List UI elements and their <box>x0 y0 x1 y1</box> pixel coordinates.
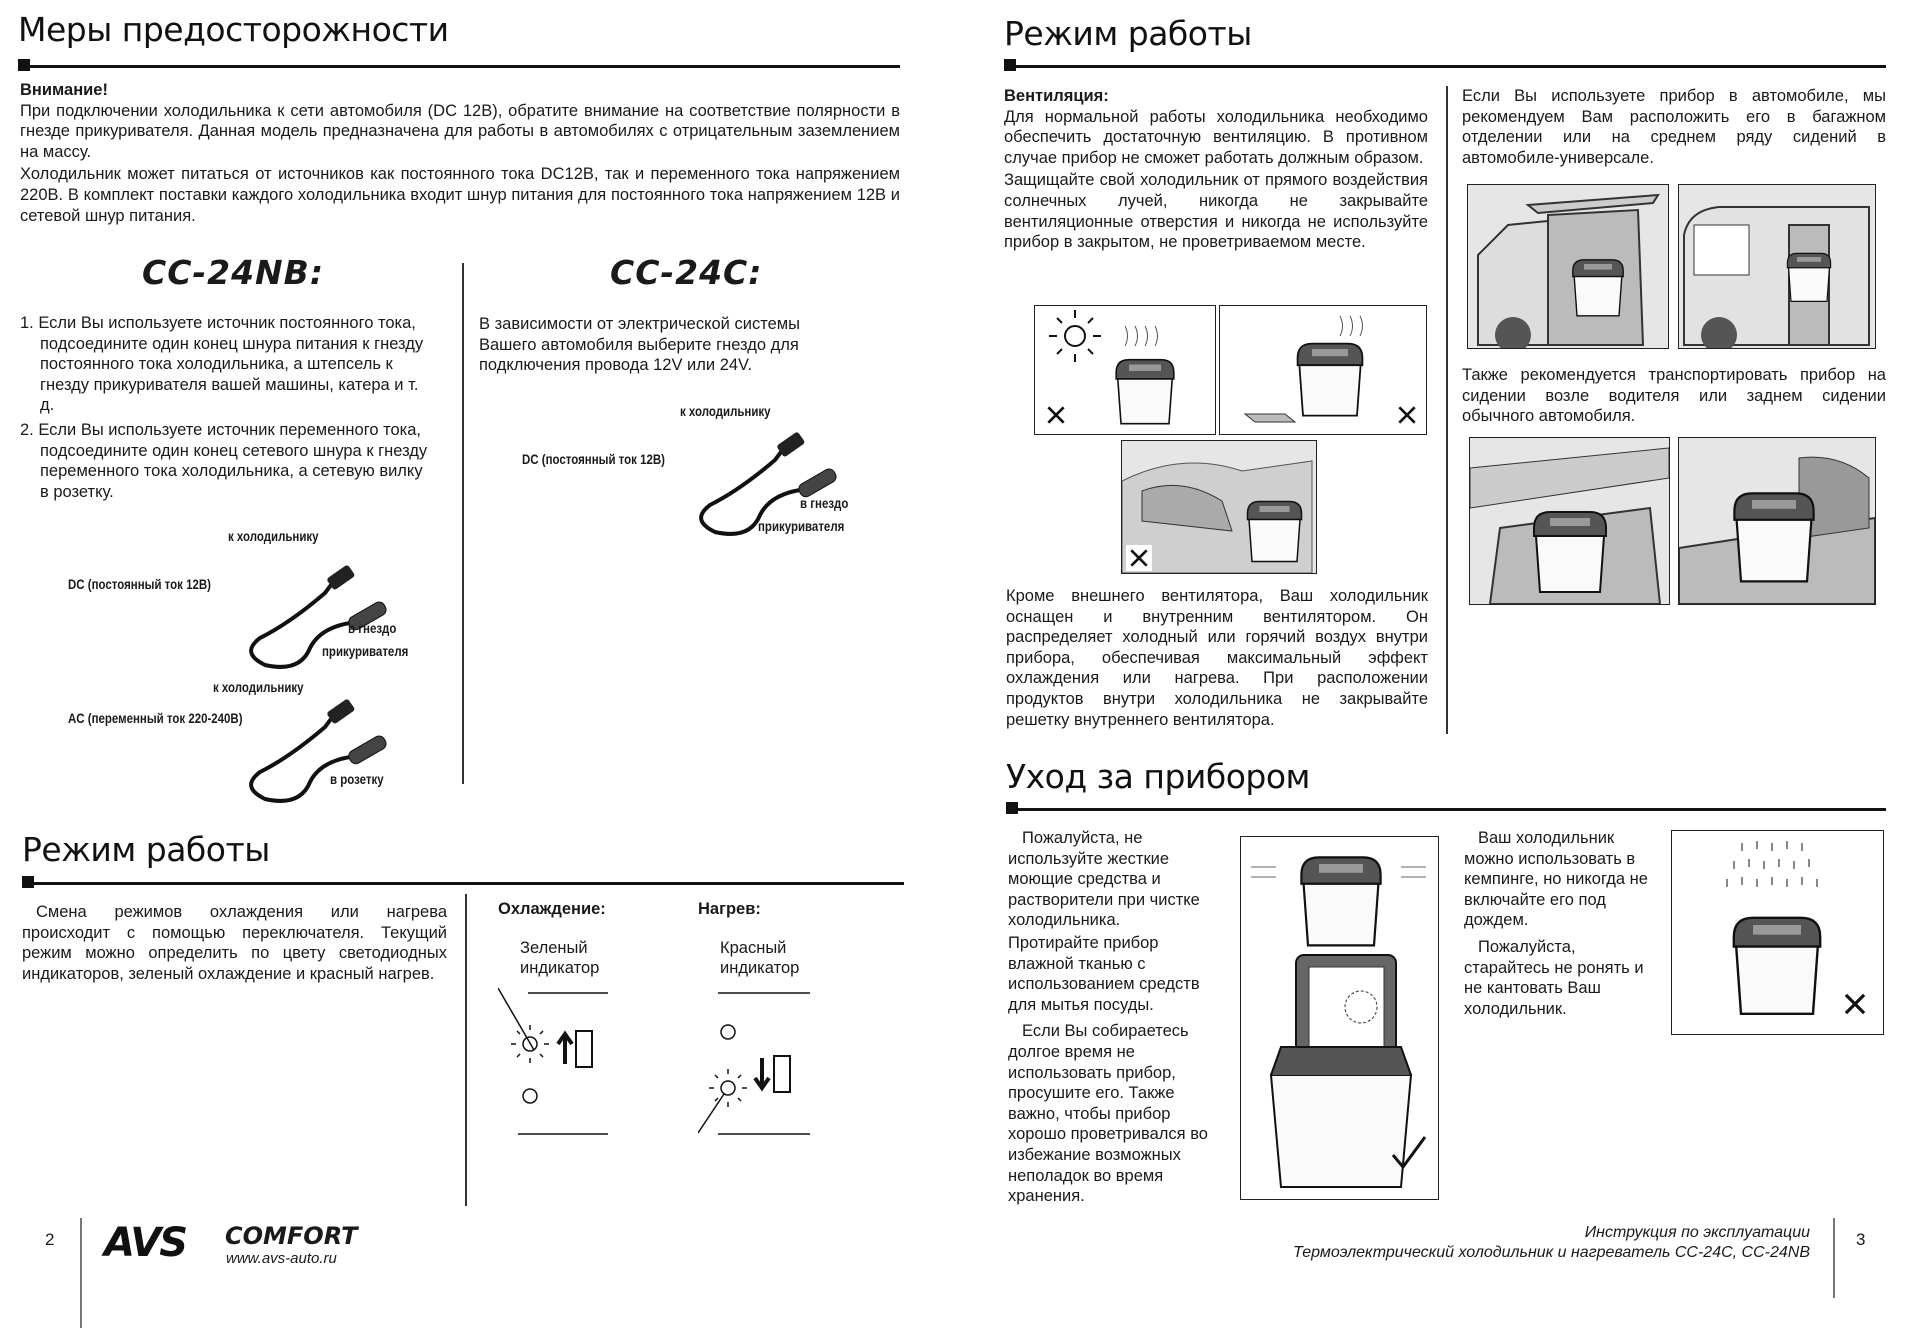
title-rule <box>1004 65 1886 68</box>
cooling-indicator-label: Зеленый индикатор <box>520 939 600 977</box>
column-divider <box>1446 86 1448 734</box>
mode-divider <box>465 894 467 1206</box>
cc24c-cable-diagram <box>520 400 880 550</box>
ventilation-paragraph: Для нормальной работы холодильника необходимо обеспечить достаточную вентиляцию. В противном случае прибор не сможет работать должным образом. <box>1004 107 1428 167</box>
ventilation-section <box>1004 86 1428 255</box>
dc-socket-label: в гнездо <box>348 621 397 636</box>
ac-outlet-label: в розетку <box>330 772 384 787</box>
avs-logo: AVS <box>104 1220 187 1266</box>
dc-type-label: DC (постоянный ток 12В) <box>522 452 665 467</box>
comfort-logo: COMFORT <box>225 1222 358 1250</box>
cc24nb-instructions <box>20 313 430 506</box>
dc-to-fridge-label: к холодильнику <box>228 529 319 544</box>
closed-space-wrong-illustration <box>1121 440 1317 574</box>
cooling-indicator-icon <box>498 988 618 1138</box>
cc24c-text: В зависимости от электрической системы Вашего автомобиля выберите гнездо для подключения провода 12V или 24V. <box>479 315 800 375</box>
cooling-label: Охлаждение: <box>498 900 606 918</box>
mode-title-right: Режим работы <box>1004 14 1252 53</box>
footer-instruction-title: Инструкция по эксплуатации <box>1584 1224 1810 1241</box>
cooling-panel <box>498 900 678 1140</box>
footer-divider <box>80 1218 82 1328</box>
care-paragraph: Пожалуйста, старайтесь не ронять и не кантовать Ваш холодильник. <box>1464 937 1644 1018</box>
care-column-1 <box>1008 828 1228 1209</box>
attention-label: Внимание! <box>20 81 108 99</box>
care-paragraph: Ваш холодильник можно использовать в кемпинге, но никогда не включайте его под дождем. <box>1464 829 1648 930</box>
precautions-title: Меры предосторожности <box>18 10 449 49</box>
car-placement-text: Если Вы используете прибор в автомобиле, мы рекомендуем Вам расположить его в багажном отделении или на среднем ряду сидений в автомобиле-универсале. <box>1462 87 1886 167</box>
cc24nb-cable-diagrams <box>60 525 420 785</box>
dc-to-fridge-label: к холодильнику <box>680 404 771 419</box>
attention-paragraph: При подключении холодильника к сети автомобиля (DC 12В), обратите внимание на соответствие полярности в гнезде прикуривателя. Данная модель предназначена для работы в автомобилях с отрицательным заземлением на массу. <box>20 101 900 161</box>
sunlight-wrong-illustration <box>1034 305 1216 435</box>
footer-divider <box>1833 1218 1835 1298</box>
footer-product-title: Термоэлектрический холодильник и нагреватель СС-24С, СС-24NB <box>1293 1244 1810 1261</box>
care-paragraph: Пожалуйста, не используйте жесткие моющие средства и растворители при чистке холодильника. <box>1008 829 1200 930</box>
heating-indicator-icon <box>698 988 818 1138</box>
heating-indicator-label: Красный индикатор <box>720 939 800 977</box>
dc-cable-illustration <box>220 553 440 683</box>
care-paragraph: Протирайте прибор влажной тканью с использованием средств для мытья посуды. <box>1008 933 1200 1014</box>
dc-socket-label-2: прикуривателя <box>322 644 409 659</box>
ventilation-label: Вентиляция: <box>1004 87 1109 105</box>
instruction-item: 2. Если Вы используете источник переменного тока, подсоедините один конец сетевого шнура к гнезду переменного тока холодильника, а сетевую вилку в розетку. <box>20 420 428 501</box>
cleaning-illustration <box>1240 836 1439 1200</box>
front-seat-illustration <box>1469 437 1670 605</box>
dc-socket-label-2: прикуривателя <box>758 519 845 534</box>
wrong-x-icon <box>1048 407 1063 422</box>
dc-socket-label: в гнездо <box>800 496 849 511</box>
attention-paragraph: Холодильник может питаться от источников как постоянного тока DC12В, так и переменного тока напряжением 220В. В комплект поставки каждого холодильника входит шнур питания для постоянного тока напряжением 12В и сетевой шнур питания. <box>20 165 900 225</box>
ventilation-paragraph: Защищайте свой холодильник от прямого воздействия солнечных лучей, никогда не закрывайте вентиляционные отверстия и никогда не используйте прибор в закрытом, не проветриваемом месте. <box>1004 171 1428 252</box>
instruction-item: 1. Если Вы используете источник постоянного тока, подсоедините один конец шнура питания к гнезду постоянного тока холодильника, а штепсель к гнезду прикуривателя вашей машины, катера и т. д. <box>20 314 424 415</box>
heating-label: Нагрев: <box>698 900 761 918</box>
care-paragraph: Если Вы собираетесь долгое время не использовать прибор, просушите его. Также важно, чтобы прибор хорошо проветривался во избежание возможных неполадок во время хранения. <box>1008 1022 1208 1206</box>
title-rule <box>18 65 900 68</box>
mode-title: Режим работы <box>22 830 270 869</box>
ac-type-label: AC (переменный ток 220-240В) <box>68 711 243 726</box>
care-title: Уход за прибором <box>1006 757 1310 796</box>
care-column-2 <box>1464 828 1660 1021</box>
care-rule <box>1006 808 1886 811</box>
dc-type-label: DC (постоянный ток 12В) <box>68 577 211 592</box>
heating-panel <box>698 900 878 1140</box>
covered-vents-wrong-illustration <box>1219 305 1427 435</box>
attention-section <box>20 80 900 228</box>
wrong-x-icon <box>1846 995 1864 1013</box>
page-number-left: 2 <box>45 1230 55 1249</box>
website-link[interactable]: www.avs-auto.ru <box>226 1250 337 1267</box>
model-title-cc24nb: CC-24NB: <box>142 253 325 292</box>
model-title-cc24c: CC-24C: <box>610 253 763 292</box>
column-divider <box>462 263 464 784</box>
page-number-right: 3 <box>1856 1230 1866 1249</box>
rear-seat-illustration <box>1678 437 1876 605</box>
car-seat-text: Также рекомендуется транспортировать прибор на сидении возле водителя или заднем сидении обычного автомобиля. <box>1462 366 1886 426</box>
van-placement-illustration <box>1678 184 1876 349</box>
ac-cable-illustration <box>220 687 440 817</box>
fan-text: Кроме внешнего вентилятора, Ваш холодильник оснащен и внутренним вентилятором. Он распределяет холодный или горячий воздух внутри прибора, обеспечивая максимальный эффект охлаждения или нагрева. При расположении продуктов внутри холодильника не закрывайте решетку внутреннего вентилятора. <box>1006 587 1428 729</box>
wrong-x-icon <box>1399 407 1414 422</box>
mode-rule <box>22 882 904 885</box>
ac-to-fridge-label: к холодильнику <box>213 680 304 695</box>
rain-wrong-illustration <box>1671 830 1884 1035</box>
mode-text: Смена режимов охлаждения или нагрева происходит с помощью переключателя. Текущий режим можно определить по цвету светодиодных индикаторов, зеленый охлаждение и красный нагрев. <box>22 903 447 983</box>
trunk-placement-illustration <box>1467 184 1669 349</box>
